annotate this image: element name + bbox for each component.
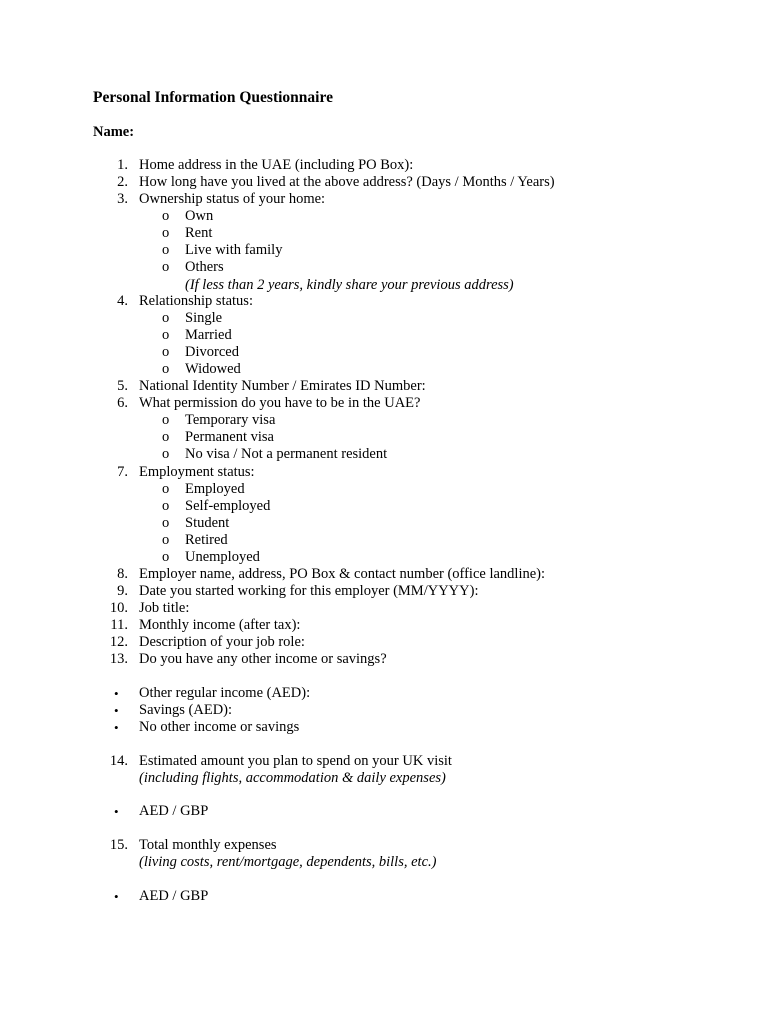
option-text: Retired — [185, 532, 228, 548]
option-item — [0, 208, 768, 225]
question-text: Monthly income (after tax): — [139, 617, 301, 633]
note-text: (If less than 2 years, kindly share your previous address) — [185, 277, 514, 293]
question-text: What permission do you have to be in the UAE? — [139, 395, 421, 411]
option-item — [0, 515, 768, 532]
bullet-marker: • — [114, 720, 119, 735]
option-item — [0, 242, 768, 259]
bullet-text: Other regular income (AED): — [139, 685, 311, 701]
question-number: 14. — [109, 753, 128, 769]
option-text: Employed — [185, 481, 245, 497]
question-number: 9. — [117, 583, 128, 599]
question-number: 1. — [117, 157, 128, 173]
bullet-item — [0, 888, 768, 905]
option-item — [0, 446, 768, 463]
option-item — [0, 361, 768, 378]
question-11 — [0, 617, 768, 634]
question-6 — [0, 395, 768, 412]
question-text: Home address in the UAE (including PO Box): — [139, 157, 414, 173]
bullet-text: AED / GBP — [139, 803, 209, 819]
question-note — [0, 854, 768, 871]
question-number: 2. — [117, 174, 128, 190]
option-text: Others — [185, 259, 224, 275]
bullet-item — [0, 719, 768, 736]
question-8 — [0, 566, 768, 583]
option-text: Self-employed — [185, 498, 271, 514]
question-number: 10. — [109, 600, 128, 616]
option-text: Rent — [185, 225, 213, 241]
question-number: 8. — [117, 566, 128, 582]
question-text: Employment status: — [139, 464, 255, 480]
option-marker: o — [162, 532, 170, 548]
question-1 — [0, 157, 768, 174]
option-marker: o — [162, 481, 170, 497]
option-text: Temporary visa — [185, 412, 276, 428]
bullet-marker: • — [114, 804, 119, 819]
bullet-item — [0, 685, 768, 702]
bullet-marker: • — [114, 889, 119, 904]
document-title: Personal Information Questionnaire — [93, 89, 333, 106]
option-marker: o — [162, 446, 170, 462]
note-text: (living costs, rent/mortgage, dependents, bills, etc.) — [139, 854, 437, 870]
option-marker: o — [162, 361, 170, 377]
question-number: 5. — [117, 378, 128, 394]
option-item — [0, 225, 768, 242]
bullet-text: No other income or savings — [139, 719, 300, 735]
note-text: (including flights, accommodation & daily expenses) — [139, 770, 446, 786]
option-marker: o — [162, 327, 170, 343]
name-label: Name: — [93, 124, 135, 140]
question-text: Ownership status of your home: — [139, 191, 326, 207]
question-number: 7. — [117, 464, 128, 480]
option-marker: o — [162, 344, 170, 360]
bullet-item — [0, 803, 768, 820]
question-10 — [0, 600, 768, 617]
option-text: Live with family — [185, 242, 283, 258]
question-15 — [0, 837, 768, 854]
option-item — [0, 532, 768, 549]
question-note — [0, 277, 768, 294]
option-text: Widowed — [185, 361, 241, 377]
option-item — [0, 344, 768, 361]
question-13 — [0, 651, 768, 668]
option-item — [0, 310, 768, 327]
option-text: No visa / Not a permanent resident — [185, 446, 388, 462]
option-item — [0, 259, 768, 276]
option-item — [0, 498, 768, 515]
question-text: Total monthly expenses — [139, 837, 277, 853]
option-marker: o — [162, 225, 170, 241]
option-text: Own — [185, 208, 214, 224]
question-number: 11. — [110, 617, 128, 633]
question-text: National Identity Number / Emirates ID Number: — [139, 378, 426, 394]
option-text: Student — [185, 515, 230, 531]
question-number: 6. — [117, 395, 128, 411]
option-text: Permanent visa — [185, 429, 274, 445]
question-3 — [0, 191, 768, 208]
question-number: 13. — [109, 651, 128, 667]
question-text: Date you started working for this employer (MM/YYYY): — [139, 583, 479, 599]
question-text: Description of your job role: — [139, 634, 305, 650]
option-text: Married — [185, 327, 232, 343]
option-marker: o — [162, 242, 170, 258]
option-marker: o — [162, 429, 170, 445]
option-text: Unemployed — [185, 549, 260, 565]
option-item — [0, 327, 768, 344]
question-text: How long have you lived at the above address? (Days / Months / Years) — [139, 174, 555, 190]
option-text: Single — [185, 310, 223, 326]
option-item — [0, 481, 768, 498]
bullet-text: Savings (AED): — [139, 702, 233, 718]
option-marker: o — [162, 310, 170, 326]
question-text: Do you have any other income or savings? — [139, 651, 387, 667]
option-marker: o — [162, 549, 170, 565]
bullet-marker: • — [114, 686, 119, 701]
bullet-marker: • — [114, 703, 119, 718]
question-number: 15. — [109, 837, 128, 853]
bullet-text: AED / GBP — [139, 888, 209, 904]
question-12 — [0, 634, 768, 651]
option-text: Divorced — [185, 344, 239, 360]
question-text: Estimated amount you plan to spend on your UK visit — [139, 753, 452, 769]
option-item — [0, 412, 768, 429]
option-marker: o — [162, 412, 170, 428]
question-14 — [0, 753, 768, 770]
question-number: 12. — [109, 634, 128, 650]
question-9 — [0, 583, 768, 600]
question-text: Job title: — [139, 600, 190, 616]
question-note — [0, 770, 768, 787]
question-text: Relationship status: — [139, 293, 253, 309]
bullet-item — [0, 702, 768, 719]
question-number: 3. — [117, 191, 128, 207]
question-number: 4. — [117, 293, 128, 309]
question-2 — [0, 174, 768, 191]
question-7 — [0, 464, 768, 481]
option-item — [0, 429, 768, 446]
option-marker: o — [162, 259, 170, 275]
option-marker: o — [162, 498, 170, 514]
option-marker: o — [162, 208, 170, 224]
question-5 — [0, 378, 768, 395]
option-item — [0, 549, 768, 566]
option-marker: o — [162, 515, 170, 531]
question-text: Employer name, address, PO Box & contact number (office landline): — [139, 566, 546, 582]
question-4 — [0, 293, 768, 310]
